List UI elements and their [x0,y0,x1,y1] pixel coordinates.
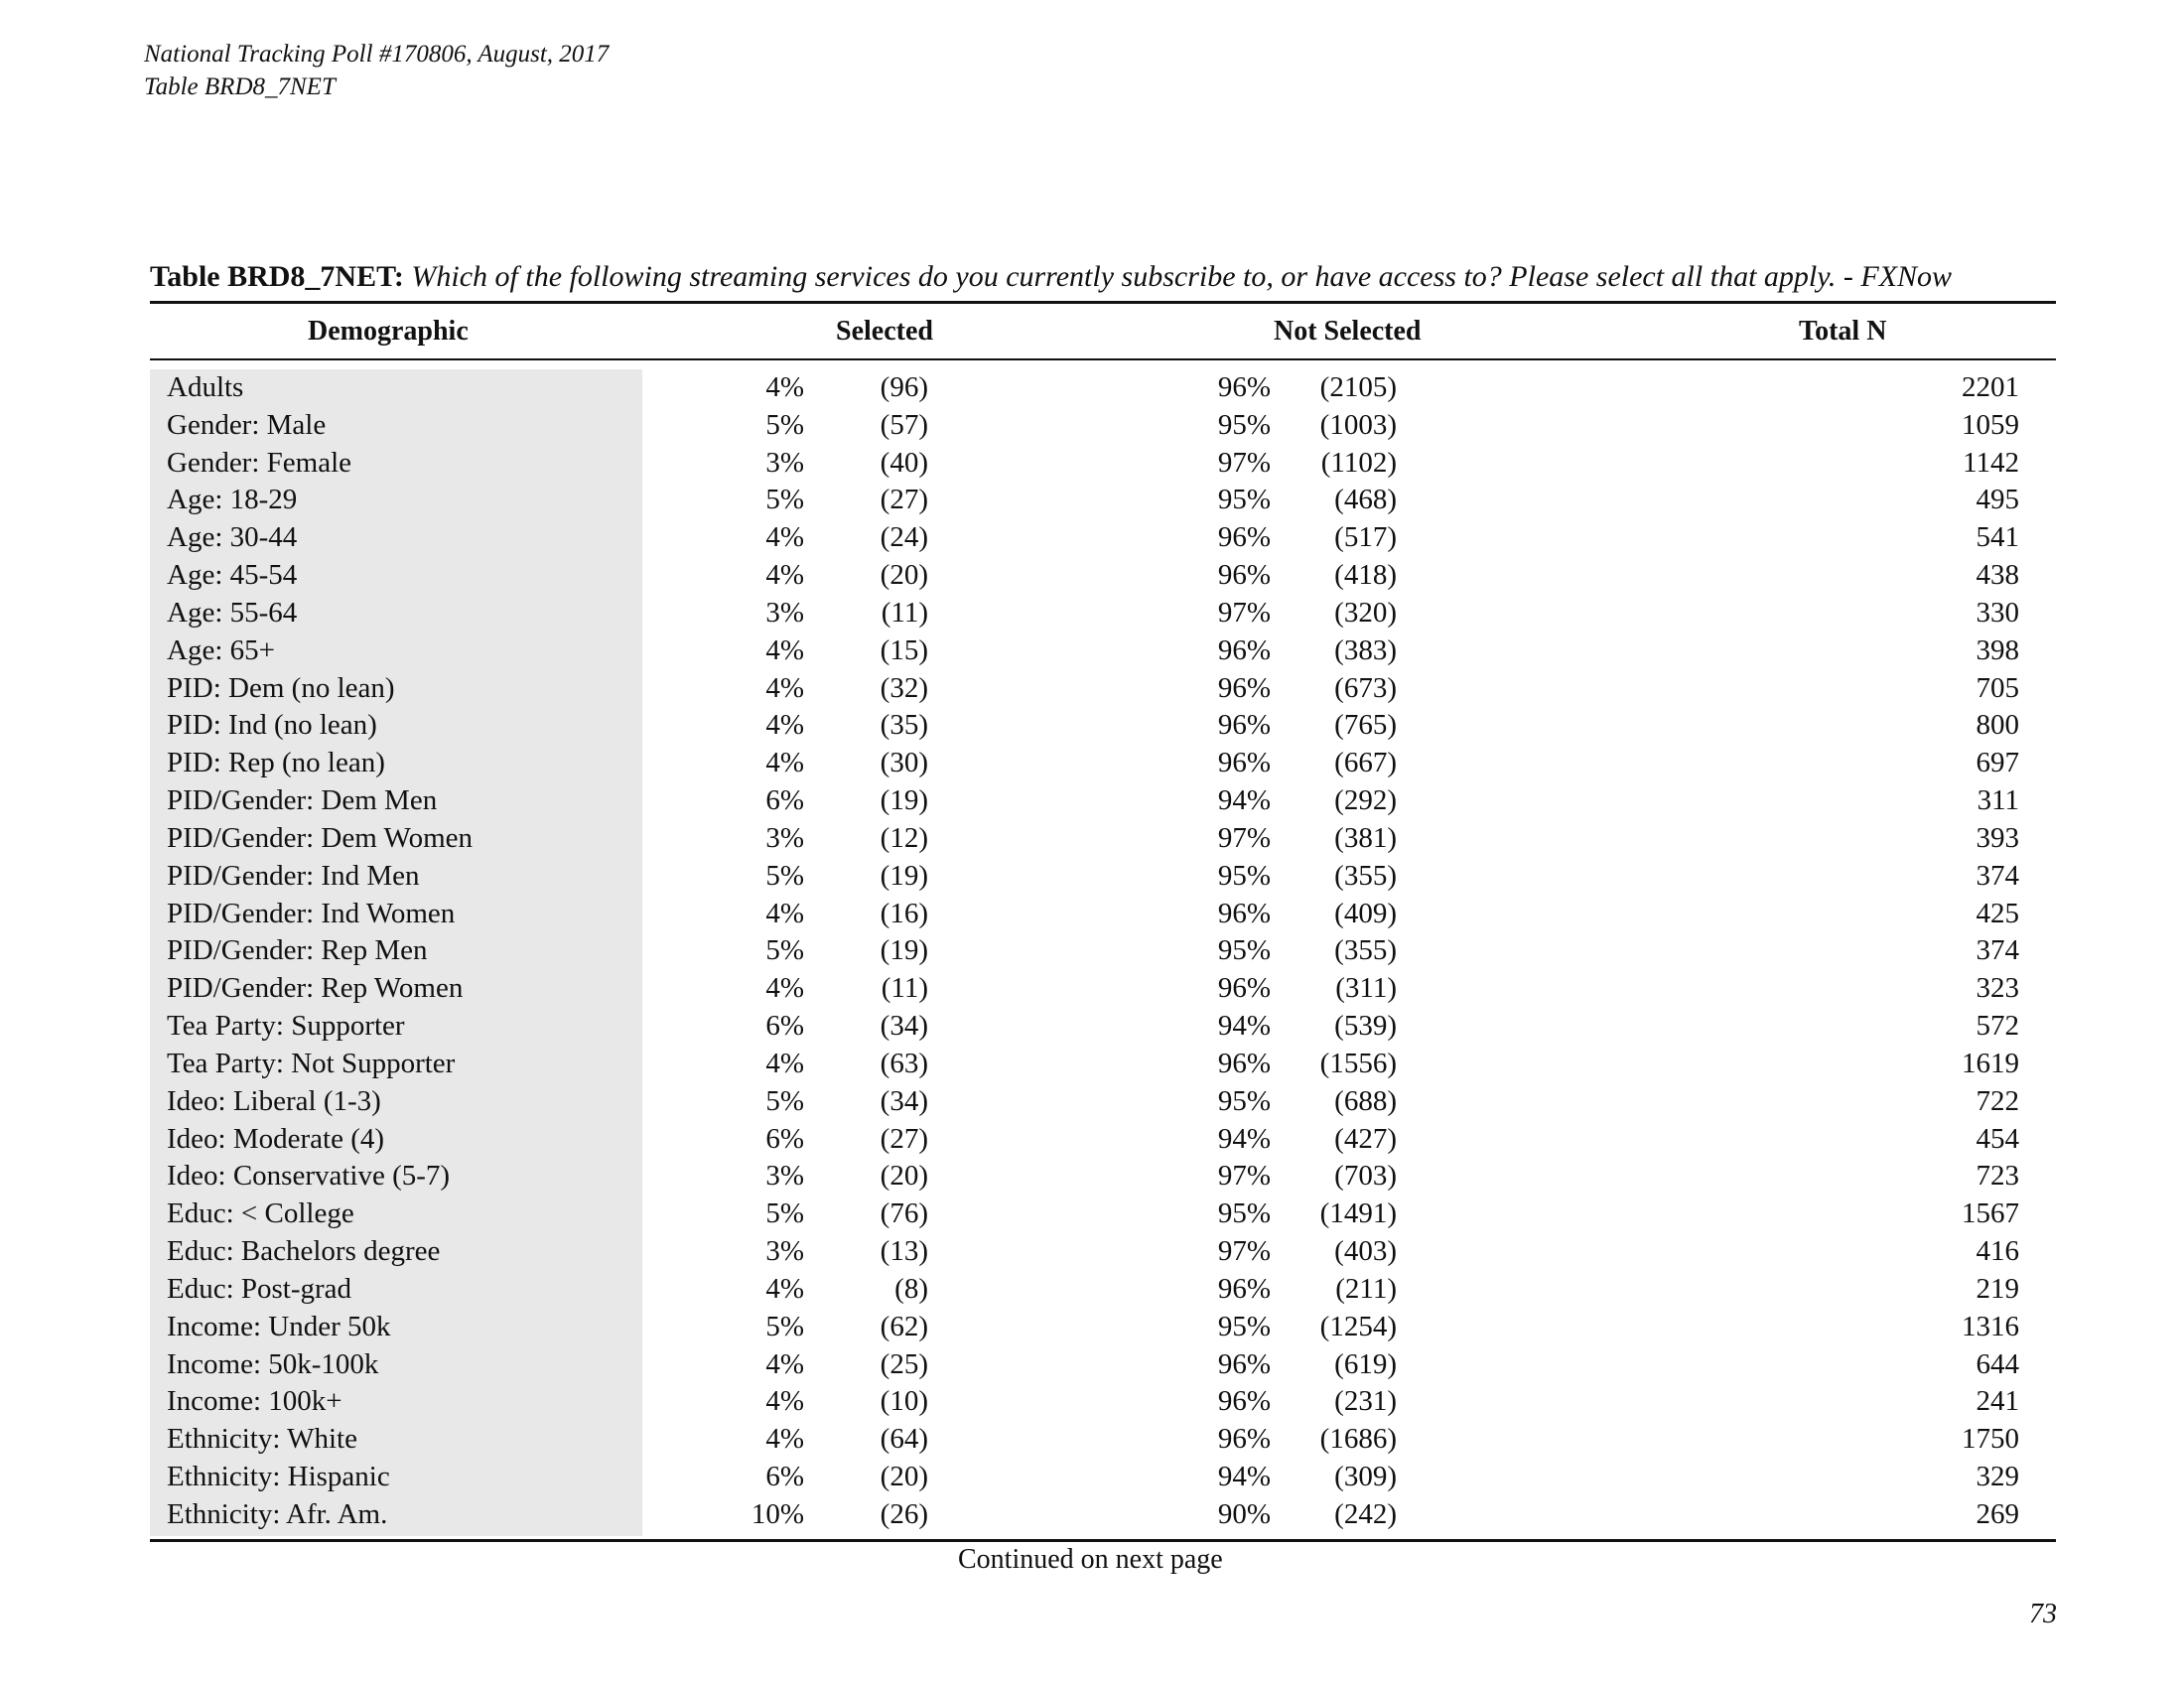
table-row [0,858,2184,896]
row-selected-count: (10) [880,1385,928,1418]
row-not-selected-count: (309) [1334,1461,1397,1493]
table-row [0,670,2184,708]
row-demographic: PID/Gender: Rep Women [167,972,464,1005]
row-demographic: PID: Rep (no lean) [167,747,385,779]
row-selected-count: (12) [880,821,928,854]
row-not-selected-count: (468) [1334,484,1397,516]
table-row [0,1008,2184,1046]
row-not-selected-percent: 96% [1217,747,1271,779]
row-total-n: 311 [1977,784,2019,817]
row-demographic: Income: 100k+ [167,1385,342,1418]
row-selected-count: (64) [880,1423,928,1456]
row-demographic: Ideo: Moderate (4) [167,1122,385,1155]
row-not-selected-count: (311) [1335,972,1397,1005]
row-demographic: PID/Gender: Rep Men [167,934,428,967]
row-demographic: PID/Gender: Ind Women [167,897,456,929]
row-not-selected-count: (381) [1334,821,1397,854]
row-demographic: PID/Gender: Ind Men [167,859,420,892]
row-selected-percent: 5% [765,484,804,516]
row-selected-count: (19) [880,784,928,817]
row-total-n: 438 [1976,559,2019,592]
table-row [0,1196,2184,1233]
row-selected-percent: 5% [765,1197,804,1230]
row-not-selected-percent: 97% [1217,1160,1271,1193]
row-demographic: Ideo: Liberal (1-3) [167,1084,381,1117]
table-header-rule [150,358,2056,360]
row-demographic: Age: 65+ [167,633,275,666]
row-not-selected-percent: 95% [1217,1197,1271,1230]
row-selected-count: (57) [880,408,928,441]
row-selected-percent: 5% [765,1084,804,1117]
column-header-demographic: Demographic [308,316,469,347]
row-total-n: 495 [1976,484,2019,516]
row-demographic: Ethnicity: Hispanic [167,1461,390,1493]
row-not-selected-percent: 90% [1217,1497,1271,1530]
row-selected-percent: 6% [765,1461,804,1493]
row-total-n: 330 [1976,596,2019,629]
row-selected-count: (27) [880,484,928,516]
table-row [0,896,2184,933]
row-selected-count: (20) [880,1461,928,1493]
row-selected-count: (35) [880,709,928,742]
row-not-selected-count: (765) [1334,709,1397,742]
row-selected-count: (27) [880,1122,928,1155]
table-row [0,1233,2184,1271]
row-demographic: Age: 30-44 [167,521,298,554]
table-row [0,1271,2184,1309]
row-not-selected-percent: 94% [1217,1461,1271,1493]
row-selected-count: (11) [881,972,928,1005]
row-not-selected-percent: 96% [1217,972,1271,1005]
table-bottom-rule [150,1539,2056,1542]
row-selected-count: (26) [880,1497,928,1530]
table-row [0,1421,2184,1459]
row-demographic: Income: 50k-100k [167,1347,379,1380]
row-not-selected-count: (231) [1334,1385,1397,1418]
row-selected-percent: 4% [765,1047,804,1079]
row-total-n: 393 [1976,821,2019,854]
row-selected-count: (8) [894,1272,928,1305]
row-demographic: Ethnicity: White [167,1423,357,1456]
row-selected-percent: 5% [765,859,804,892]
table-row [0,1083,2184,1121]
row-demographic: Educ: Bachelors degree [167,1235,441,1268]
column-header-not-selected: Not Selected [1274,316,1422,347]
row-not-selected-count: (517) [1334,521,1397,554]
row-total-n: 1750 [1962,1423,2019,1456]
row-selected-count: (40) [880,446,928,479]
row-selected-percent: 6% [765,1010,804,1043]
row-demographic: Gender: Male [167,408,327,441]
column-header-selected: Selected [836,316,933,347]
row-not-selected-count: (688) [1334,1084,1397,1117]
row-selected-percent: 4% [765,1347,804,1380]
row-selected-percent: 3% [765,1160,804,1193]
table-top-rule [150,301,2056,304]
row-not-selected-percent: 95% [1217,1310,1271,1342]
row-not-selected-percent: 94% [1217,1010,1271,1043]
row-demographic: Income: Under 50k [167,1310,391,1342]
row-selected-percent: 10% [751,1497,804,1530]
row-selected-percent: 4% [765,1423,804,1456]
table-row [0,407,2184,445]
row-total-n: 1142 [1963,446,2019,479]
row-selected-count: (76) [880,1197,928,1230]
row-selected-count: (34) [880,1010,928,1043]
row-not-selected-percent: 97% [1217,596,1271,629]
table-row [0,557,2184,595]
row-not-selected-count: (673) [1334,671,1397,704]
row-selected-count: (19) [880,934,928,967]
row-selected-count: (13) [880,1235,928,1268]
row-total-n: 374 [1976,934,2019,967]
row-selected-percent: 4% [765,897,804,929]
row-selected-count: (62) [880,1310,928,1342]
row-selected-count: (34) [880,1084,928,1117]
row-total-n: 541 [1976,521,2019,554]
table-row [0,782,2184,820]
table-row [0,519,2184,557]
table-row [0,1496,2184,1534]
row-demographic: Adults [167,371,244,403]
row-selected-percent: 3% [765,596,804,629]
row-total-n: 374 [1976,859,2019,892]
row-not-selected-count: (1254) [1319,1310,1397,1342]
row-not-selected-percent: 96% [1217,897,1271,929]
row-selected-count: (20) [880,559,928,592]
row-selected-percent: 5% [765,934,804,967]
page-number: 73 [2029,1599,2057,1629]
row-not-selected-count: (667) [1334,747,1397,779]
row-not-selected-percent: 97% [1217,1235,1271,1268]
row-demographic: Age: 55-64 [167,596,298,629]
row-total-n: 723 [1976,1160,2019,1193]
row-not-selected-percent: 94% [1217,784,1271,817]
row-selected-count: (30) [880,747,928,779]
row-total-n: 1567 [1962,1197,2019,1230]
table-title-label: Table BRD8_7NET: [150,260,404,293]
row-not-selected-percent: 96% [1217,709,1271,742]
row-not-selected-count: (1686) [1319,1423,1397,1456]
row-not-selected-percent: 96% [1217,1272,1271,1305]
row-total-n: 416 [1976,1235,2019,1268]
row-total-n: 644 [1976,1347,2019,1380]
row-not-selected-count: (409) [1334,897,1397,929]
table-row [0,820,2184,858]
row-not-selected-count: (403) [1334,1235,1397,1268]
table-row [0,369,2184,407]
row-selected-percent: 3% [765,821,804,854]
table-row [0,1046,2184,1083]
row-not-selected-percent: 95% [1217,1084,1271,1117]
row-not-selected-percent: 95% [1217,408,1271,441]
row-total-n: 241 [1976,1385,2019,1418]
row-demographic: Tea Party: Not Supporter [167,1047,456,1079]
row-not-selected-count: (383) [1334,633,1397,666]
row-not-selected-percent: 95% [1217,934,1271,967]
row-total-n: 454 [1976,1122,2019,1155]
row-not-selected-count: (703) [1334,1160,1397,1193]
row-not-selected-count: (320) [1334,596,1397,629]
row-total-n: 398 [1976,633,2019,666]
row-not-selected-count: (418) [1334,559,1397,592]
row-selected-percent: 4% [765,747,804,779]
row-selected-percent: 4% [765,371,804,403]
row-demographic: PID: Dem (no lean) [167,671,395,704]
row-total-n: 1059 [1962,408,2019,441]
row-total-n: 705 [1976,671,2019,704]
row-not-selected-percent: 96% [1217,521,1271,554]
row-not-selected-percent: 96% [1217,559,1271,592]
row-not-selected-count: (211) [1335,1272,1397,1305]
table-body [0,369,2184,1534]
row-demographic: Gender: Female [167,446,352,479]
row-selected-percent: 6% [765,1122,804,1155]
row-total-n: 425 [1976,897,2019,929]
row-total-n: 1316 [1962,1310,2019,1342]
row-not-selected-percent: 96% [1217,1385,1271,1418]
row-selected-count: (15) [880,633,928,666]
row-selected-percent: 3% [765,446,804,479]
row-selected-percent: 3% [765,1235,804,1268]
table-row [0,1121,2184,1159]
continued-note: Continued on next page [958,1544,1223,1575]
row-not-selected-percent: 96% [1217,1047,1271,1079]
row-total-n: 323 [1976,972,2019,1005]
row-total-n: 572 [1976,1010,2019,1043]
row-total-n: 2201 [1962,371,2019,403]
row-selected-count: (11) [881,596,928,629]
row-not-selected-count: (619) [1334,1347,1397,1380]
row-demographic: Ideo: Conservative (5-7) [167,1160,451,1193]
row-selected-count: (24) [880,521,928,554]
row-not-selected-count: (355) [1334,934,1397,967]
table-row [0,745,2184,782]
row-not-selected-percent: 94% [1217,1122,1271,1155]
table-row [0,1158,2184,1196]
row-not-selected-count: (1556) [1319,1047,1397,1079]
row-selected-count: (63) [880,1047,928,1079]
poll-title: National Tracking Poll #170806, August, 2017 [144,41,610,68]
row-not-selected-percent: 96% [1217,633,1271,666]
row-not-selected-count: (292) [1334,784,1397,817]
table-row [0,970,2184,1008]
document-header [144,38,609,103]
row-not-selected-count: (1102) [1320,446,1397,479]
row-not-selected-count: (355) [1334,859,1397,892]
row-selected-percent: 4% [765,1385,804,1418]
row-demographic: Tea Party: Supporter [167,1010,405,1043]
table-row [0,1383,2184,1421]
row-demographic: Ethnicity: Afr. Am. [167,1497,388,1530]
row-demographic: Age: 18-29 [167,484,298,516]
row-total-n: 697 [1976,747,2019,779]
table-row [0,1309,2184,1346]
row-not-selected-percent: 95% [1217,859,1271,892]
row-selected-count: (16) [880,897,928,929]
table-id: Table BRD8_7NET [144,73,336,100]
row-demographic: PID: Ind (no lean) [167,709,377,742]
row-not-selected-percent: 97% [1217,821,1271,854]
row-selected-percent: 4% [765,1272,804,1305]
row-not-selected-count: (242) [1334,1497,1397,1530]
row-total-n: 722 [1976,1084,2019,1117]
row-selected-count: (25) [880,1347,928,1380]
row-total-n: 329 [1976,1461,2019,1493]
table-row [0,633,2184,670]
row-selected-percent: 5% [765,408,804,441]
table-row [0,932,2184,970]
row-not-selected-count: (2105) [1319,371,1397,403]
row-not-selected-percent: 95% [1217,484,1271,516]
row-not-selected-percent: 97% [1217,446,1271,479]
row-selected-percent: 4% [765,671,804,704]
row-selected-percent: 4% [765,709,804,742]
row-not-selected-percent: 96% [1217,1347,1271,1380]
row-total-n: 269 [1976,1497,2019,1530]
row-not-selected-percent: 96% [1217,671,1271,704]
row-demographic: PID/Gender: Dem Men [167,784,438,817]
row-selected-percent: 4% [765,521,804,554]
row-not-selected-count: (1491) [1319,1197,1397,1230]
row-not-selected-count: (1003) [1319,408,1397,441]
row-demographic: Age: 45-54 [167,559,298,592]
row-not-selected-percent: 96% [1217,371,1271,403]
row-selected-count: (19) [880,859,928,892]
row-selected-percent: 6% [765,784,804,817]
row-demographic: Educ: < College [167,1197,354,1230]
row-selected-percent: 4% [765,633,804,666]
table-title-question: Which of the following streaming services do you currently subscribe to, or have access to? Please select all that apply. - FXNow [411,260,1953,293]
row-selected-percent: 5% [765,1310,804,1342]
table-row [0,595,2184,633]
row-selected-percent: 4% [765,972,804,1005]
table-row [0,1459,2184,1496]
row-total-n: 1619 [1962,1047,2019,1079]
row-not-selected-count: (539) [1334,1010,1397,1043]
table-row [0,1346,2184,1384]
row-selected-percent: 4% [765,559,804,592]
row-total-n: 219 [1976,1272,2019,1305]
row-selected-count: (20) [880,1160,928,1193]
row-selected-count: (96) [880,371,928,403]
table-row [0,445,2184,483]
table-row [0,482,2184,519]
row-not-selected-percent: 96% [1217,1423,1271,1456]
row-demographic: Educ: Post-grad [167,1272,352,1305]
table-row [0,707,2184,745]
row-total-n: 800 [1976,709,2019,742]
column-header-total: Total N [1799,316,1887,347]
row-selected-count: (32) [880,671,928,704]
row-demographic: PID/Gender: Dem Women [167,821,474,854]
table-title [150,260,2056,294]
row-not-selected-count: (427) [1334,1122,1397,1155]
